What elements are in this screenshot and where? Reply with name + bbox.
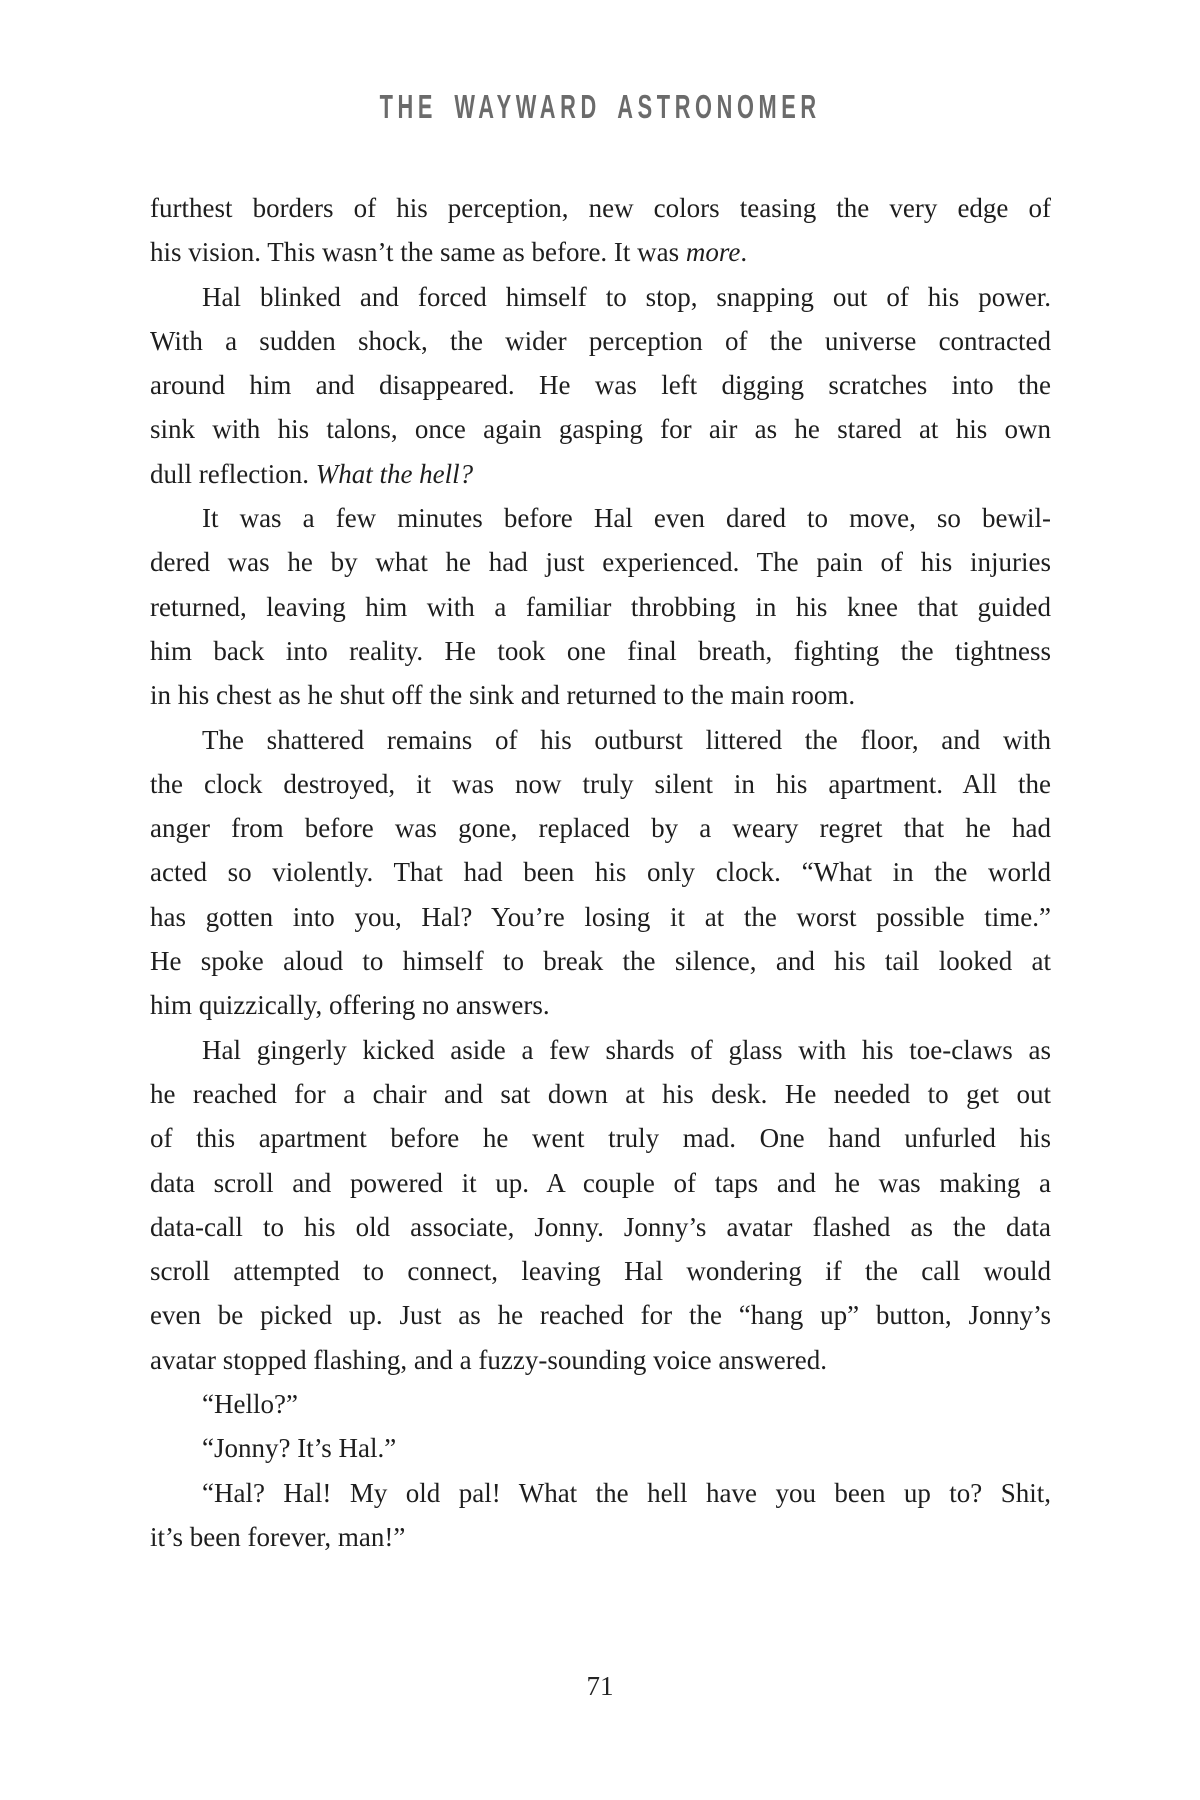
text-line: anger from before was gone, replaced by a weary regret that he had [150, 813, 1051, 844]
paragraph [150, 496, 1051, 717]
text-line: It was a few minutes before Hal even dared to move, so bewil- [202, 503, 1051, 534]
text-line: data scroll and powered it up. A couple of taps and he was making a [150, 1167, 1051, 1198]
text-line: He spoke aloud to himself to break the silence, and his tail looked at [150, 946, 1051, 977]
text-line: furthest borders of his perception, new colors teasing the very edge of [150, 193, 1051, 223]
text-line: “Hello?” [202, 1389, 298, 1420]
text-line: dull reflection. What the hell? [150, 458, 474, 489]
text-line: Hal blinked and forced himself to stop, snapping out of his power. [202, 281, 1051, 312]
text-line: avatar stopped flashing, and a fuzzy-sounding voice answered. [150, 1344, 828, 1375]
text-line: him quizzically, offering no answers. [150, 990, 550, 1021]
text-line: data-call to his old associate, Jonny. Jonny’s avatar flashed as the data [150, 1211, 1051, 1242]
paragraph [150, 718, 1051, 1028]
text-line: has gotten into you, Hal? You’re losing it at the worst possible time.” [150, 901, 1051, 932]
text-line: sink with his talons, once again gasping for air as he stared at his own [150, 414, 1051, 445]
page-number: 71 [586, 1671, 614, 1701]
paragraph [150, 275, 1051, 496]
paragraph [150, 186, 1051, 275]
text-line: Hal gingerly kicked aside a few shards of glass with his toe-claws as [202, 1034, 1051, 1065]
book-title: THE WAYWARD ASTRONOMER [379, 88, 821, 125]
paragraph [150, 1471, 1051, 1560]
paragraph [150, 1426, 1051, 1470]
text-line: in his chest as he shut off the sink and returned to the main room. [150, 680, 856, 711]
text-line: “Jonny? It’s Hal.” [202, 1433, 397, 1464]
text-line: “Hal? Hal! My old pal! What the hell have you been up to? Shit, [202, 1477, 1051, 1508]
text-line: scroll attempted to connect, leaving Hal wondering if the call would [150, 1256, 1051, 1287]
paragraph [150, 1382, 1051, 1426]
text-line: returned, leaving him with a familiar throbbing in his knee that guided [150, 591, 1051, 622]
page-body [150, 186, 1051, 1559]
text-line: acted so violently. That had been his only clock. “What in the world [150, 857, 1051, 888]
text-line: him back into reality. He took one final breath, fighting the tightness [150, 635, 1051, 666]
text-line: The shattered remains of his outburst littered the floor, and with [202, 724, 1051, 755]
text-line: his vision. This wasn’t the same as before. It was more. [150, 237, 748, 268]
text-line: he reached for a chair and sat down at his desk. He needed to get out [150, 1078, 1051, 1109]
text-line: around him and disappeared. He was left digging scratches into the [150, 370, 1051, 401]
text-line: dered was he by what he had just experienced. The pain of his injuries [150, 547, 1051, 578]
text-line: it’s been forever, man!” [150, 1521, 406, 1552]
text-line: the clock destroyed, it was now truly silent in his apartment. All the [150, 768, 1051, 799]
text-line: even be picked up. Just as he reached for the “hang up” button, Jonny’s [150, 1300, 1051, 1331]
text-line: With a sudden shock, the wider perception of the universe contracted [150, 325, 1051, 356]
running-header [0, 88, 1200, 126]
text-line: of this apartment before he went truly mad. One hand unfurled his [150, 1123, 1051, 1154]
paragraph [150, 1028, 1051, 1382]
